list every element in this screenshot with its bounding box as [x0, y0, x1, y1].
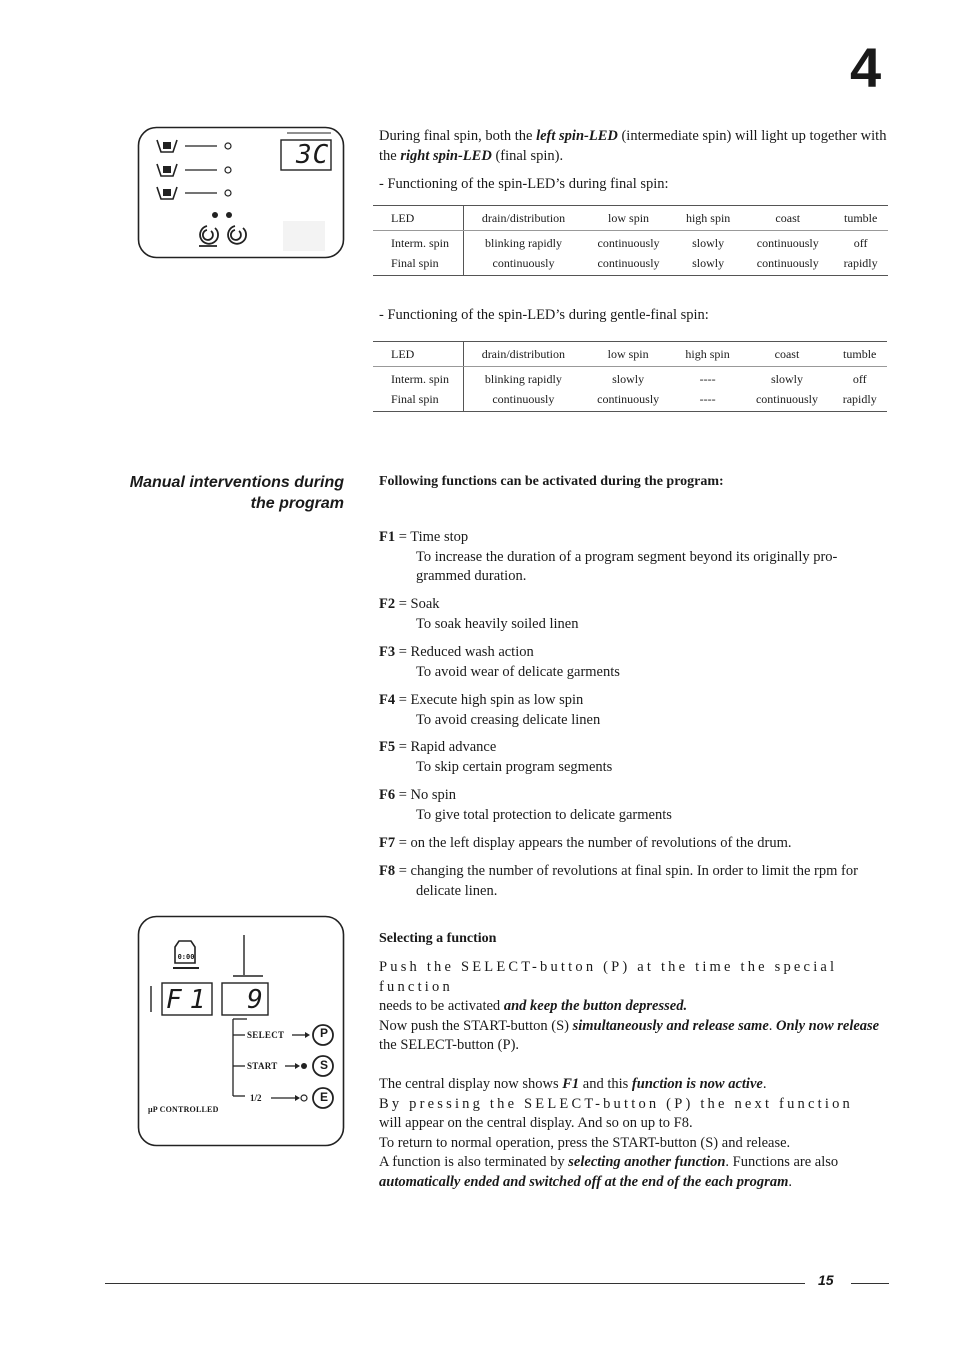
section-heading: Manual interventions during the program — [129, 474, 344, 512]
table-cell: off — [853, 236, 868, 250]
table-cell: ---- — [699, 372, 716, 386]
table-cell: continuously — [492, 256, 555, 270]
select-label: SELECT — [247, 1030, 285, 1040]
table-cell: slowly — [692, 236, 725, 250]
table-cell: rapidly — [843, 256, 878, 270]
function-f7: F7 = on the left display appears the number of revolutions of the drum. — [379, 835, 792, 851]
start-label: START — [247, 1061, 278, 1071]
page-number: 15 — [818, 1272, 834, 1288]
table-cell: slowly — [692, 256, 725, 270]
table-cell: off — [852, 372, 867, 386]
table-row — [373, 253, 888, 276]
final-spin-table — [373, 205, 888, 276]
function-f2: F2 = Soak To soak heavily soiled linen — [379, 596, 579, 632]
function-f4: F4 = Execute high spin as low spin To avoid creasing delicate linen — [379, 692, 601, 728]
table-cell: Interm. spin — [373, 231, 464, 254]
half-label: 1/2 — [250, 1093, 262, 1103]
table-cell: rapidly — [842, 392, 877, 406]
table-cell: continuously — [755, 392, 818, 406]
table-header: coast — [742, 206, 833, 231]
table-cell: continuously — [492, 392, 555, 406]
table2-caption: - Functioning of the spin-LED’s during gentle-final spin: — [379, 307, 709, 323]
left-display-value: F1 — [166, 985, 214, 1015]
controlled-label: µP CONTROLLED — [148, 1105, 219, 1114]
table-cell: continuously — [756, 256, 819, 270]
central-display-value: 9 — [247, 985, 263, 1015]
table-header: low spin — [583, 206, 674, 231]
table-cell: blinking rapidly — [484, 372, 562, 386]
table-header: LED — [373, 342, 464, 367]
function-f3: F3 = Reduced wash action To avoid wear of delicate garments — [379, 644, 620, 680]
start-button[interactable]: S — [319, 1058, 328, 1072]
table-header: tumble — [832, 342, 887, 367]
clock-badge-label: 0:00 — [177, 953, 195, 961]
section-lead: Following functions can be activated during the program: — [379, 474, 724, 489]
start-led — [301, 1063, 307, 1069]
table-header: drain/distribution — [464, 342, 583, 367]
select-button[interactable]: P — [319, 1026, 328, 1040]
e-button[interactable]: E — [319, 1090, 328, 1104]
table-header: drain/distribution — [464, 206, 584, 231]
panel1-display-value: 3C — [296, 140, 330, 170]
footer-rule-right — [851, 1283, 889, 1284]
table-cell: slowly — [612, 372, 645, 386]
table-cell: Final spin — [373, 253, 464, 276]
table-cell: Interm. spin — [373, 367, 464, 390]
table-header: LED — [373, 206, 464, 231]
table-header: low spin — [583, 342, 674, 367]
function-f5: F5 = Rapid advance To skip certain program segments — [379, 739, 613, 775]
selecting-heading: Selecting a function — [379, 931, 497, 946]
right-spin-led — [226, 212, 232, 218]
function-f6: F6 = No spin To give total protection to delicate garments — [379, 787, 672, 823]
table-row — [373, 389, 887, 412]
table-row — [373, 231, 888, 254]
table-cell: blinking rapidly — [485, 236, 562, 250]
chapter-number: 4 — [850, 36, 882, 99]
function-f8: F8 = changing the number of revolutions at final spin. In order to limit the rpm for delicate linen. — [379, 863, 858, 899]
intro-paragraph: During final spin, both the left spin-LED (intermediate spin) will light up together with the right spin-LED (final spin). — [379, 128, 887, 164]
table-cell: continuously — [597, 256, 660, 270]
table-cell: continuously — [756, 236, 819, 250]
table-cell: ---- — [699, 392, 716, 406]
left-spin-led — [212, 212, 218, 218]
function-f1: F1 = Time stop To increase the duration of a program segment beyond its originally pro-grammed duration. — [379, 529, 838, 584]
footer-rule-left — [105, 1283, 805, 1284]
table-header: coast — [742, 342, 833, 367]
table-cell: continuously — [597, 236, 660, 250]
table-header: high spin — [674, 342, 742, 367]
gentle-final-spin-table — [373, 341, 887, 412]
table-header: high spin — [674, 206, 742, 231]
table1-caption: - Functioning of the spin-LED’s during final spin: — [379, 176, 669, 192]
table-cell: Final spin — [373, 389, 464, 412]
table-row — [373, 367, 887, 390]
table-cell: slowly — [770, 372, 803, 386]
table-cell: continuously — [597, 392, 660, 406]
table-header: tumble — [833, 206, 888, 231]
selecting-paragraph: Push the SELECT-button (P) at the time the special function needs to be activated and keep the button depressed. Now push the START-button (S) simultaneously and release same. Only now release the SELECT-button (P). The central display now shows F1 and this function is now active. By pressing the SELECT-button (P) the next function will appear on the central display. And so on up to F8. To return to normal operation, press the START-button (S) and release. A function is also terminated by selecting another function. Functions are also automatically ended and switched off at the end of the each program. — [379, 959, 880, 1190]
